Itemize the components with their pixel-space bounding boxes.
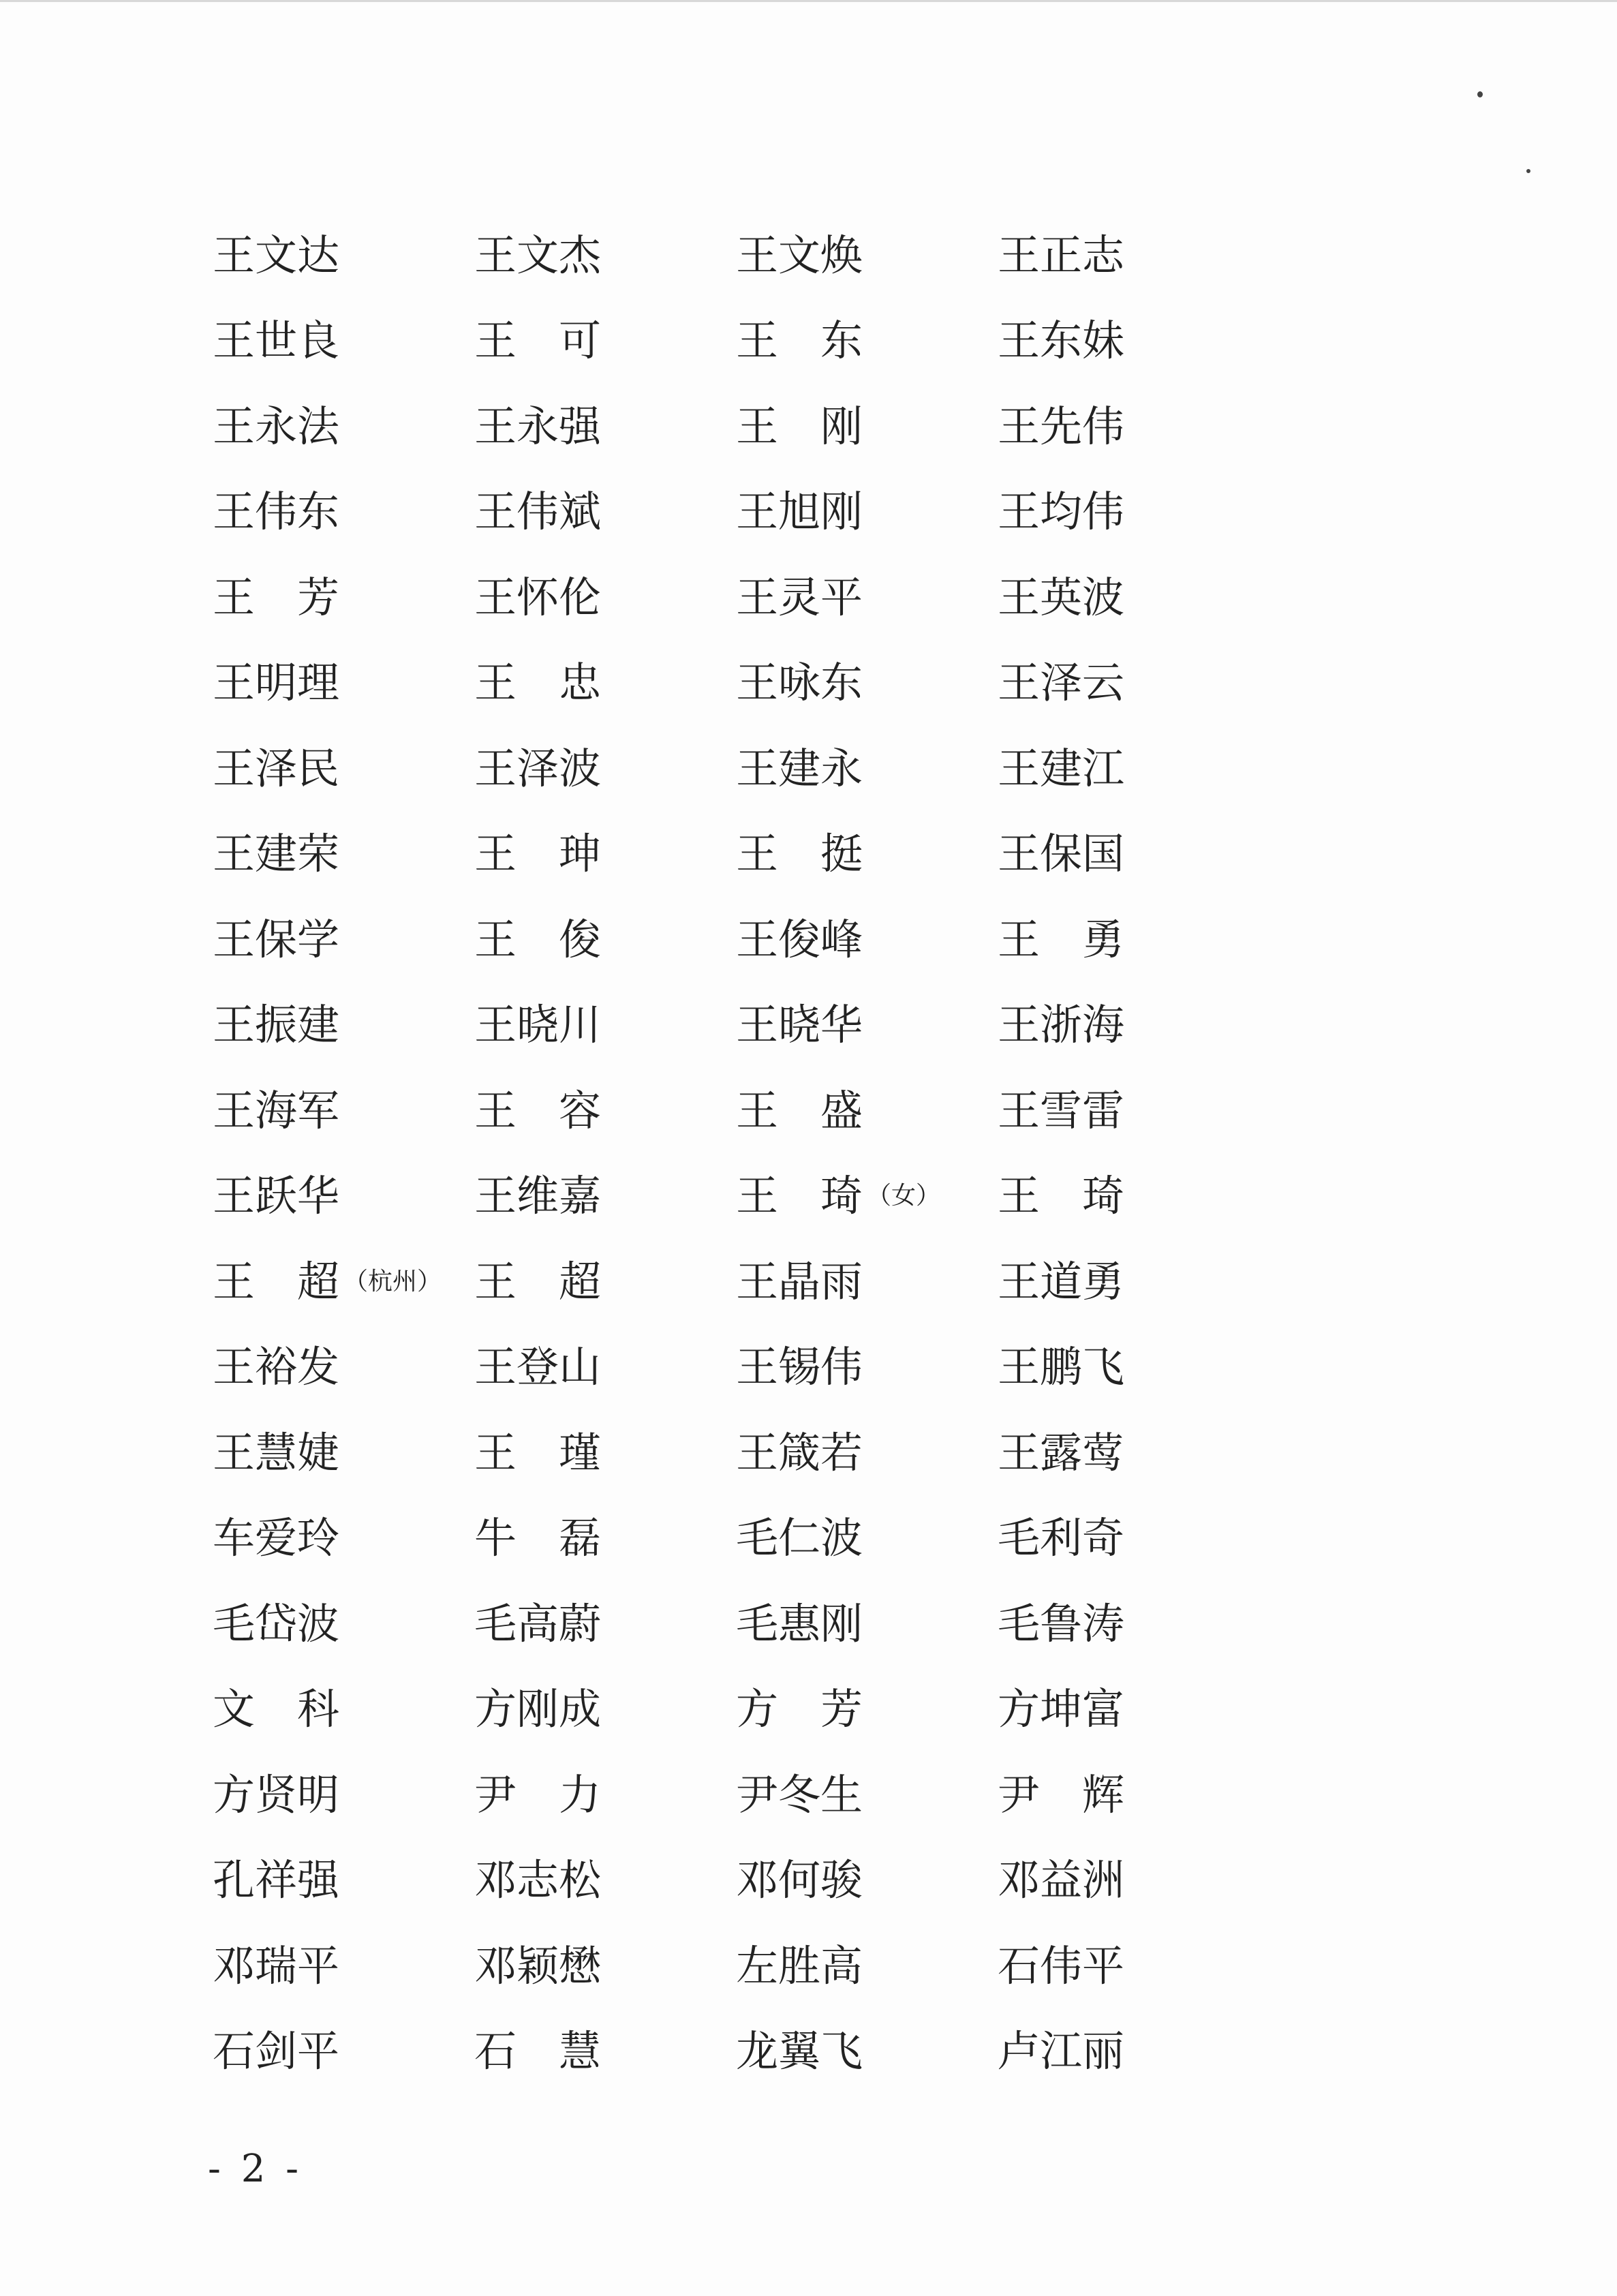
name-entry [474,555,736,641]
name-entry [998,1496,1194,1582]
name-text: 尹力 [474,1769,601,1820]
name-entry [474,1667,736,1753]
name-text: 王道勇 [998,1256,1125,1306]
name-entry [998,1581,1194,1667]
name-entry [474,470,736,555]
name-entry [736,1154,998,1240]
name-entry [736,213,998,299]
name-text: 孔祥强 [213,1855,340,1905]
name-text: 邓何骏 [736,1855,863,1905]
name-text: 王明理 [213,658,340,708]
name-text: 王箴若 [736,1427,863,1478]
name-entry [736,1752,998,1838]
name-text: 邓志松 [474,1855,602,1905]
name-entry [998,1325,1194,1411]
name-text: 王伟东 [213,487,340,537]
name-text: 王文杰 [474,230,602,280]
name-note: （杭州） [343,1267,442,1296]
name-text: 王东妹 [998,316,1125,366]
name-text: 石伟平 [998,1940,1125,1991]
name-entry [474,213,736,299]
name-entry [474,897,736,983]
scan-speck [1526,169,1530,173]
name-text: 王建永 [736,743,863,793]
name-text: 王建荣 [213,829,340,879]
name-entry [213,1667,474,1753]
name-text: 王文焕 [736,230,863,280]
name-text: 卢江丽 [998,2026,1125,2077]
name-text: 王海军 [213,1085,340,1135]
name-note: （女） [867,1182,941,1210]
name-entry [213,384,474,470]
name-entry [474,1325,736,1411]
name-entry [213,641,474,726]
name-text: 毛仁波 [736,1513,863,1563]
name-entry [213,1239,474,1325]
name-entry [736,1410,998,1496]
name-entry [474,1496,736,1582]
name-text: 王英波 [998,572,1125,622]
name-text: 王保学 [213,914,340,964]
name-text: 王灵平 [736,572,863,622]
name-entry [998,726,1194,812]
name-entry [998,384,1194,470]
name-text: 王雪雷 [998,1085,1125,1135]
name-text: 王晶雨 [736,1256,863,1306]
name-text: 王建江 [998,743,1125,793]
name-entry [474,1154,736,1240]
name-entry [736,470,998,555]
name-entry [998,213,1194,299]
name-entry [998,897,1194,983]
name-text: 邓颖懋 [474,1940,602,1991]
name-entry [998,470,1194,555]
name-text: 王盛 [736,1085,863,1135]
name-text: 王泽波 [474,743,602,793]
name-entry [474,1239,736,1325]
name-entry [213,299,474,384]
name-text: 王瑾 [474,1427,601,1478]
name-entry [998,1923,1194,2009]
name-entry [736,1325,998,1411]
name-entry [736,2009,998,2095]
name-text: 王超 [213,1256,339,1306]
name-text: 王露莺 [998,1427,1125,1478]
name-text: 毛鲁涛 [998,1598,1125,1649]
name-text: 方芳 [736,1684,863,1734]
name-entry [474,299,736,384]
name-text: 王忠 [474,658,601,708]
name-entry [213,726,474,812]
name-text: 毛惠刚 [736,1598,863,1649]
name-entry [213,1068,474,1154]
name-entry [474,726,736,812]
page-number: - 2 - [208,2147,303,2191]
name-entry [736,641,998,726]
name-text: 方刚成 [474,1684,602,1734]
name-entry [474,1752,736,1838]
name-text: 方贤明 [213,1769,340,1820]
name-entry [998,1752,1194,1838]
name-text: 文科 [213,1684,339,1734]
name-text: 王鹏飞 [998,1342,1125,1392]
name-entry [736,812,998,898]
name-text: 王刚 [736,401,863,451]
name-text: 王怀伦 [474,572,602,622]
name-text: 方坤富 [998,1684,1125,1734]
name-text: 王振建 [213,1000,340,1050]
name-entry [474,1581,736,1667]
name-entry [998,812,1194,898]
name-text: 王锡伟 [736,1342,863,1392]
name-text: 王永强 [474,401,602,451]
name-entry [736,555,998,641]
name-text: 尹冬生 [736,1769,863,1820]
name-entry [736,1923,998,2009]
name-entry [998,2009,1194,2095]
name-entry [474,1923,736,2009]
name-list [213,213,1194,2094]
name-entry [736,1838,998,1924]
name-text: 王浙海 [998,1000,1125,1050]
name-text: 王登山 [474,1342,602,1392]
name-text: 石剑平 [213,2026,340,2077]
name-entry [736,1667,998,1753]
name-entry [736,1496,998,1582]
name-text: 石慧 [474,2026,601,2077]
name-entry [213,1325,474,1411]
name-text: 王均伟 [998,487,1125,537]
name-entry [998,1838,1194,1924]
name-entry [736,1581,998,1667]
name-entry [213,470,474,555]
name-text: 王勇 [998,914,1124,964]
name-entry [736,726,998,812]
name-text: 王泽民 [213,743,340,793]
name-text: 王俊峰 [736,914,863,964]
name-entry [213,1923,474,2009]
name-text: 王挺 [736,829,863,879]
name-text: 王琦 [736,1171,863,1221]
name-text: 王旭刚 [736,487,863,537]
name-entry [474,641,736,726]
name-entry [213,2009,474,2095]
name-text: 王世良 [213,316,340,366]
name-entry [474,983,736,1069]
name-text: 王超 [474,1256,601,1306]
name-text: 毛利奇 [998,1513,1125,1563]
name-entry [213,555,474,641]
name-text: 王维嘉 [474,1171,602,1221]
name-entry [998,641,1194,726]
name-entry [998,983,1194,1069]
name-text: 左胜高 [736,1940,863,1991]
name-text: 邓益洲 [998,1855,1125,1905]
name-text: 王东 [736,316,863,366]
name-text: 王永法 [213,401,340,451]
name-text: 王跃华 [213,1171,340,1221]
name-text: 王珅 [474,829,601,879]
name-entry [213,1154,474,1240]
name-entry [998,1068,1194,1154]
name-text: 王芳 [213,572,339,622]
name-entry [474,812,736,898]
name-text: 王琦 [998,1171,1124,1221]
scan-speck [1477,91,1483,97]
name-text: 王容 [474,1085,601,1135]
name-entry [998,555,1194,641]
name-text: 毛岱波 [213,1598,340,1649]
name-entry [474,1068,736,1154]
name-entry [998,299,1194,384]
name-text: 龙翼飞 [736,2026,863,2077]
name-text: 王正志 [998,230,1125,280]
name-entry [213,1838,474,1924]
name-text: 王先伟 [998,401,1125,451]
name-entry [213,1581,474,1667]
name-text: 王可 [474,316,601,366]
name-text: 邓瑞平 [213,1940,340,1991]
name-entry [213,213,474,299]
name-entry [213,812,474,898]
name-entry [474,1410,736,1496]
name-entry [736,1068,998,1154]
name-text: 尹辉 [998,1769,1124,1820]
name-text: 王伟斌 [474,487,602,537]
name-entry [213,1410,474,1496]
name-text: 王咏东 [736,658,863,708]
name-entry [736,299,998,384]
name-entry [736,897,998,983]
name-text: 王慧婕 [213,1427,340,1478]
name-text: 王晓川 [474,1000,602,1050]
name-text: 王裕发 [213,1342,340,1392]
name-entry [998,1154,1194,1240]
name-entry [736,983,998,1069]
name-entry [213,983,474,1069]
name-text: 牛磊 [474,1513,601,1563]
name-text: 王泽云 [998,658,1125,708]
name-text: 王俊 [474,914,601,964]
name-entry [998,1410,1194,1496]
name-entry [998,1239,1194,1325]
name-text: 毛高蔚 [474,1598,602,1649]
name-text: 王晓华 [736,1000,863,1050]
name-entry [213,1496,474,1582]
name-entry [736,384,998,470]
name-entry [736,1239,998,1325]
name-text: 王保国 [998,829,1125,879]
name-entry [213,1752,474,1838]
name-entry [474,1838,736,1924]
name-entry [474,384,736,470]
name-entry [998,1667,1194,1753]
name-text: 王文达 [213,230,340,280]
scan-top-edge [0,0,1617,2]
name-entry [474,2009,736,2095]
name-text: 车爱玲 [213,1513,340,1563]
name-entry [213,897,474,983]
